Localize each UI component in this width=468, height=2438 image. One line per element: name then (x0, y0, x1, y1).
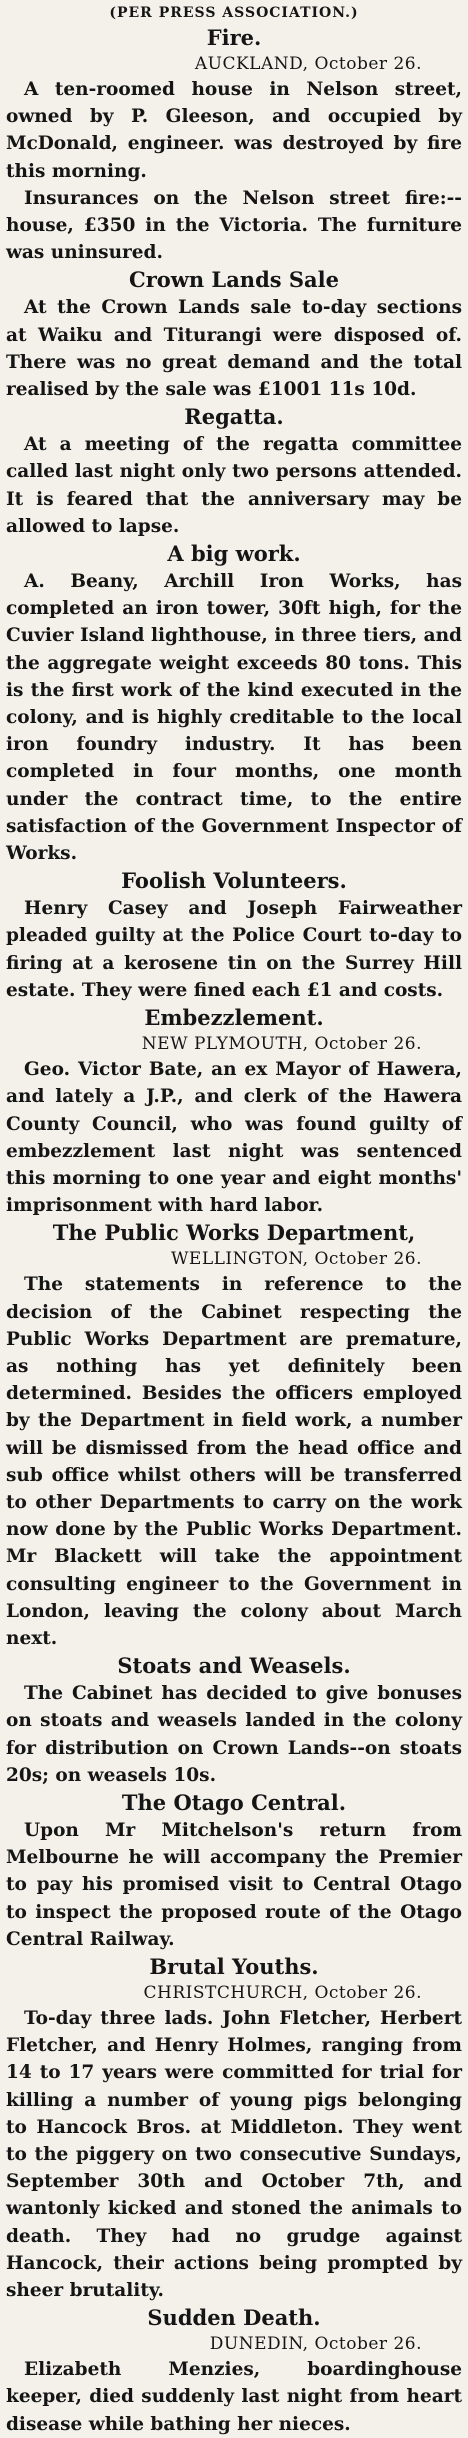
article (6, 2304, 462, 2438)
article-headline: The Public Works Department, (52, 1220, 416, 1246)
article-headline: Crown Lands Sale (128, 267, 339, 293)
article-headline: A big work. (167, 541, 301, 567)
article-headline: Fire. (206, 25, 262, 50)
article (6, 24, 462, 266)
article (6, 1652, 462, 1789)
article-list (6, 24, 462, 2438)
article (6, 1004, 462, 1219)
article-headline: Brutal Youths. (149, 1953, 319, 1979)
article-paragraph: A ten-roomed house in Nelson street, owned by P. Gleeson, and occupied by McDonald, engineer. was destroyed by fire this morning. (6, 79, 462, 182)
article (6, 540, 462, 867)
article-paragraph: A. Beany, Archill Iron Works, has completed an iron tower, 30ft high, for the Cuvier Island lighthouse, in three tiers, and the aggregate weight exceeds 80 tons. This is the first work of the kind executed in the colony, and is highly creditable to the local iron foundry industry. It has been completed in four months, one month under the contract time, to the entire satisfaction of the Government Inspector of Works. (6, 571, 462, 865)
article-paragraph: The Cabinet has decided to give bonuses on stoats and weasels landed in the colony for distribution on Crown Lands--on stoats 20s; on weasels 10s. (6, 1683, 462, 1786)
article-headline: Stoats and Weasels. (117, 1653, 351, 1679)
article (6, 867, 462, 1004)
article-dateline: WELLINGTON, October 26. (170, 1249, 422, 1270)
press-association-credit: (PER PRESS ASSOCIATION.) (109, 5, 359, 21)
article-paragraph: Henry Casey and Joseph Fairweather pleaded guilty at the Police Court to-day to firing at a kerosene tin on the Surrey Hill estate. They were fined each £1 and costs. (6, 898, 462, 1001)
article-dateline: NEW PLYMOUTH, October 26. (141, 1034, 422, 1055)
article-paragraph: At the Crown Lands sale to-day sections at Waiku and Titurangi were disposed of. There was no great demand and the total realised by the sale was £1001 11s 10d. (6, 297, 462, 401)
article-dateline: DUNEDIN, October 26. (209, 2334, 422, 2355)
article-dateline: CHRISTCHURCH, October 26. (143, 1982, 422, 2003)
newspaper-column (6, 0, 462, 2438)
article-paragraph: Elizabeth Menzies, boardinghouse keeper, died suddenly last night from heart disease while bathing her nieces. (6, 2359, 462, 2435)
article-paragraph: Upon Mr Mitchelson's return from Melbourne he will accompany the Premier to pay his promised visit to Central Otago to inspect the proposed route of the Otago Central Railway. (6, 1819, 462, 1950)
article-headline: Sudden Death. (147, 2305, 321, 2331)
article-paragraph: At a meeting of the regatta committee called last night only two persons attended. It is feared that the anniversary may be allowed to lapse. (6, 434, 462, 537)
article-headline: Foolish Volunteers. (121, 868, 347, 894)
article-paragraph: To-day three lads. John Fletcher, Herbert Fletcher, and Henry Holmes, ranging from 14 to 17 years were committed for trial for killing a number of young pigs belonging to Hancock Bros. at Middleton. They went to the piggery on two consecutive Sundays, September 30th and October 7th, and wantonly kicked and stoned the animals to death. They had no grudge against Hancock, their actions being prompted by sheer brutality. (6, 2007, 462, 2302)
article (6, 1953, 462, 2304)
article (6, 1789, 462, 1953)
article-headline: Regatta. (184, 404, 284, 430)
article (6, 403, 462, 540)
article-headline: The Otago Central. (121, 1789, 347, 1815)
article (6, 1219, 462, 1652)
article-paragraph: Insurances on the Nelson street fire:--house, £350 in the Victoria. The furniture was uninsured. (6, 187, 462, 264)
article-headline: Embezzlement. (144, 1005, 324, 1031)
article-paragraph: Geo. Victor Bate, an ex Mayor of Hawera, and lately a J.P., and clerk of the Hawera County Council, who was found guilty of embezzlement last night was sentenced this morning to one year and eight months' imprisonment with hard labor. (6, 1059, 462, 1217)
article (6, 266, 462, 403)
article-paragraph: The statements in reference to the decision of the Cabinet respecting the Public Works Department are premature, as nothing has yet definitely been determined. Besides the officers employed by the Department in field work, a number will be dismissed from the head office and sub office whilst others will be transferred to other Departments to carry on the work now done by the Public Works Department. Mr Blackett will take the appointment consulting engineer to the Government in London, leaving the colony about March next. (6, 1274, 462, 1649)
article-dateline: AUCKLAND, October 26. (194, 54, 422, 74)
